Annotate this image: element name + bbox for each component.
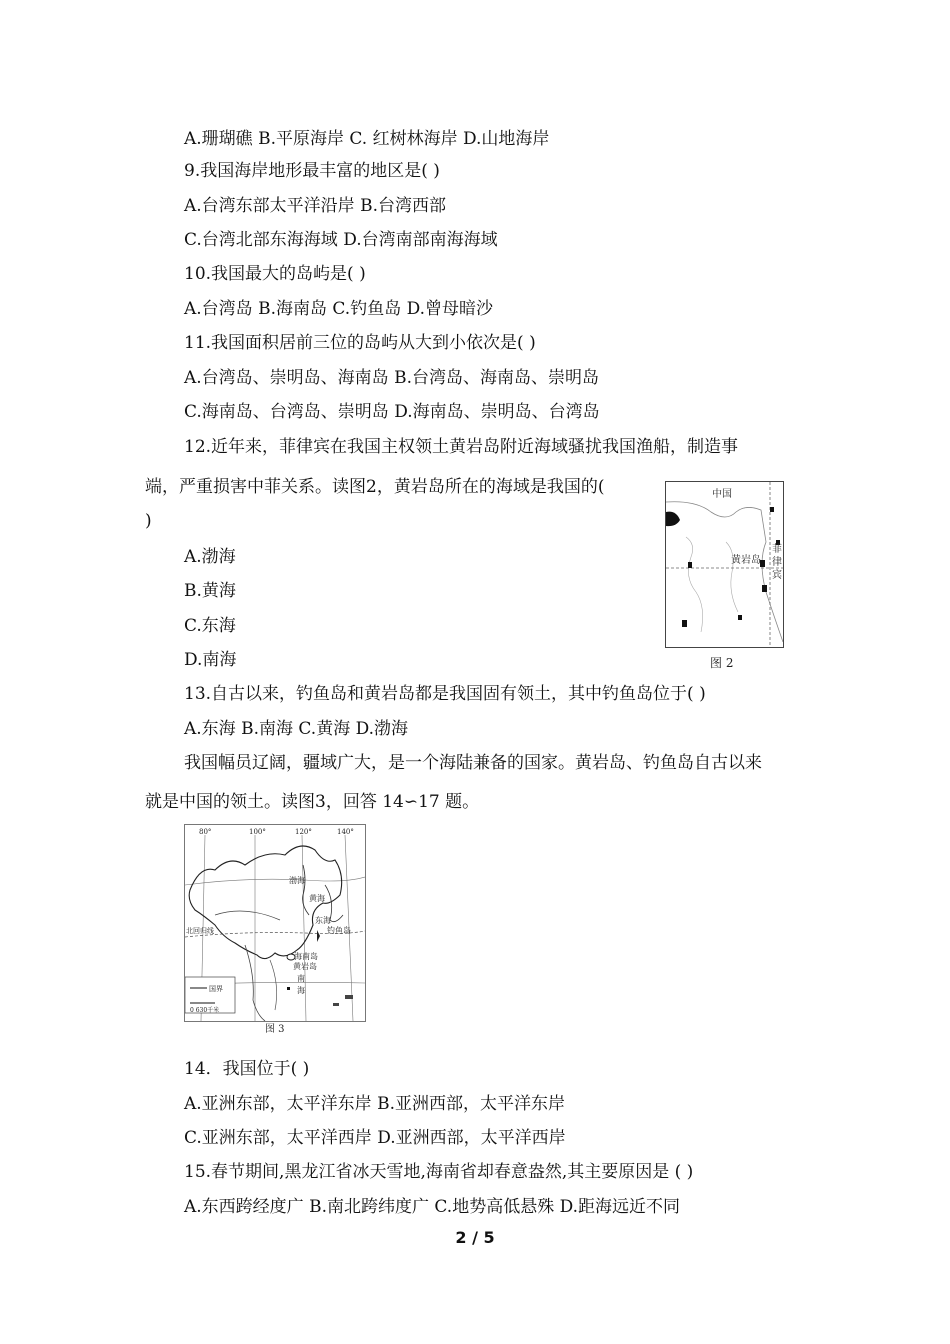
q10-stem: 10.我国最大的岛屿是( ) bbox=[184, 264, 366, 284]
lon-tick-140: 140° bbox=[337, 828, 354, 836]
label-philippines-1: 菲 bbox=[772, 544, 782, 555]
q13-options: A.东海 B.南海 C.黄海 D.渤海 bbox=[184, 719, 409, 739]
label-huangyan-island: 黄岩岛 bbox=[731, 555, 761, 566]
intro-line2: 就是中国的领土。读图3，回答 14∽17 题。 bbox=[145, 792, 480, 812]
q11-options-ab: A.台湾岛、崇明岛、海南岛 B.台湾岛、海南岛、崇明岛 bbox=[184, 368, 599, 388]
label-sea: 海 bbox=[297, 986, 305, 995]
q15-options: A.东西跨经度广 B.南北跨纬度广 C.地势高低悬殊 D.距海远近不同 bbox=[184, 1197, 681, 1217]
q12-option-c: C.东海 bbox=[184, 616, 236, 636]
q13-stem: 13.自古以来，钓鱼岛和黄岩岛都是我国固有领土，其中钓鱼岛位于( ) bbox=[184, 684, 706, 704]
label-tropic: 北回归线 bbox=[186, 927, 214, 935]
label-diaoyu: 钓鱼岛 bbox=[327, 926, 351, 935]
q11-options-cd: C.海南岛、台湾岛、崇明岛 D.海南岛、崇明岛、台湾岛 bbox=[184, 402, 600, 422]
label-east-sea: 东海 bbox=[315, 916, 331, 925]
q10-options: A.台湾岛 B.海南岛 C.钓鱼岛 D.曾母暗沙 bbox=[184, 299, 494, 319]
intro-line1: 我国幅员辽阔，疆域广大，是一个海陆兼备的国家。黄岩岛、钓鱼岛自古以来 bbox=[184, 753, 762, 773]
page-number: 2 / 5 bbox=[455, 1228, 495, 1247]
label-china: 中国 bbox=[712, 489, 732, 500]
q12-option-b: B.黄海 bbox=[184, 581, 236, 601]
q9-options-ab: A.台湾东部太平洋沿岸 B.台湾西部 bbox=[184, 196, 446, 216]
label-yellow-sea: 黄海 bbox=[309, 894, 325, 903]
q14-options-ab: A.亚洲东部，太平洋东岸 B.亚洲西部，太平洋东岸 bbox=[184, 1094, 565, 1114]
q12-option-d: D.南海 bbox=[184, 650, 237, 670]
label-hainan: 海南岛 bbox=[294, 952, 318, 961]
lon-tick-100: 100° bbox=[249, 828, 266, 836]
q11-stem: 11.我国面积居前三位的岛屿从大到小依次是( ) bbox=[184, 333, 536, 353]
q12-option-a: A.渤海 bbox=[184, 547, 236, 567]
figure-3-caption: 图 3 bbox=[265, 1024, 285, 1035]
q12-stem-line1: 12.近年来，菲律宾在我国主权领土黄岩岛附近海域骚扰我国渔船，制造事 bbox=[184, 437, 739, 457]
label-south: 南 bbox=[297, 974, 305, 983]
lon-tick-120: 120° bbox=[295, 828, 312, 836]
q9-options-cd: C.台湾北部东海海域 D.台湾南部南海海域 bbox=[184, 230, 498, 250]
legend-border: 国界 bbox=[209, 985, 223, 993]
legend-scale: 0 630千米 bbox=[190, 1007, 220, 1014]
label-philippines-3: 宾 bbox=[772, 570, 782, 581]
q12-stem-line2: 端，严重损害中菲关系。读图2，黄岩岛所在的海域是我国的( bbox=[145, 477, 605, 497]
q12-stem-line3: ) bbox=[145, 511, 152, 531]
label-philippines-2: 律 bbox=[772, 557, 782, 568]
figure-3-map bbox=[184, 824, 366, 1022]
label-huangyan: 黄岩岛 bbox=[293, 962, 317, 971]
q14-stem: 14．我国位于( ) bbox=[184, 1059, 310, 1079]
figure-2-map-drawing bbox=[666, 482, 783, 647]
q15-stem: 15.春节期间,黑龙江省冰天雪地,海南省却春意盎然,其主要原因是 ( ) bbox=[184, 1162, 694, 1182]
figure-2-map bbox=[665, 481, 784, 648]
label-bohai: 渤海 bbox=[289, 876, 305, 885]
lon-tick-80: 80° bbox=[199, 828, 212, 836]
q14-options-cd: C.亚洲东部，太平洋西岸 D.亚洲西部，太平洋西岸 bbox=[184, 1128, 566, 1148]
q8-options: A.珊瑚礁 B.平原海岸 C. 红树林海岸 D.山地海岸 bbox=[184, 129, 550, 149]
figure-2-caption: 图 2 bbox=[710, 656, 734, 670]
q9-stem: 9.我国海岸地形最丰富的地区是( ) bbox=[184, 161, 440, 181]
